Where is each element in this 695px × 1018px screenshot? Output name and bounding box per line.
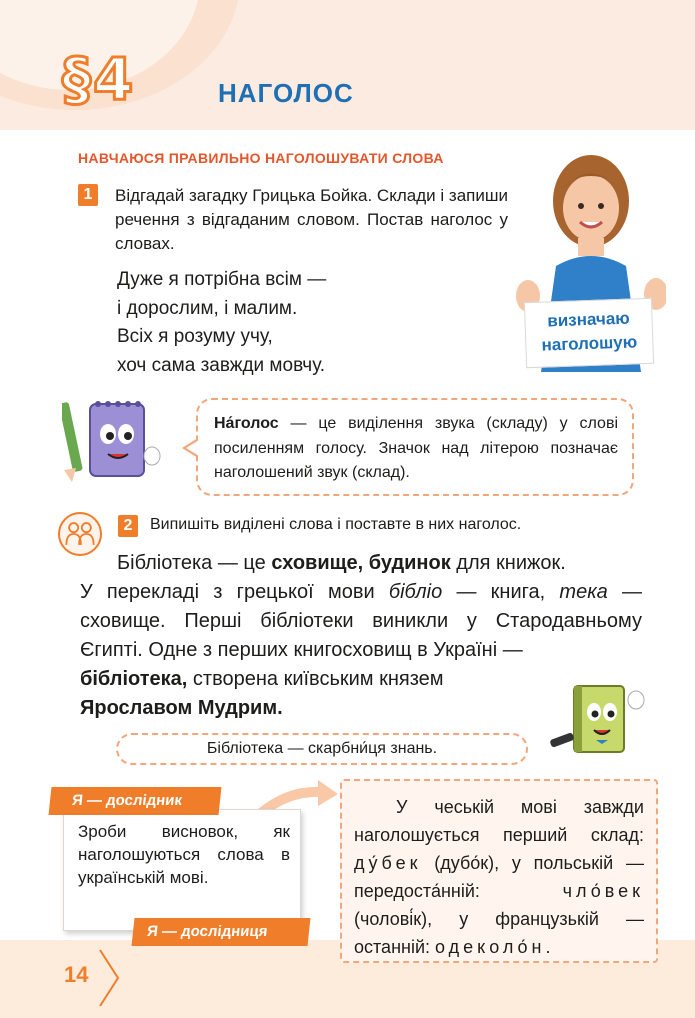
definition-box <box>196 398 634 496</box>
example-word: одеколо́н <box>435 937 546 957</box>
researcher-tag-male: Я — дослідник <box>49 787 222 815</box>
sign-line-2: наголошую <box>541 332 638 355</box>
task-1 <box>78 184 508 256</box>
speech-pointer-inner <box>186 440 199 456</box>
poem-line: Всіх я розуму учу, <box>117 326 273 347</box>
poem-line: хоч сама завжди мовчу. <box>117 354 326 376</box>
example-word: чло́век <box>562 881 644 901</box>
story-paragraph: У перекладі з грецької мови бібліо — книга, тека — сховище. Перші бібліотеки виникли у Стародавньому Єгипті. Одне з перших книгосховищ в Україні — <box>80 581 643 661</box>
poem-line: і дорослим, і малим. <box>117 297 298 319</box>
task-number-badge: 2 <box>118 515 138 537</box>
task-2-instruction: Випишіть виділені слова і поставте в них наголос. <box>150 516 522 533</box>
example-word: ду́бек <box>354 853 422 873</box>
language-fact-box: У чеській мові завжди наголошується перший склад: ду́бек (дубо́к), у польській — передоста́нній: чло́век (чолові́к), у французькій — останній: одеколо́н. <box>340 779 658 963</box>
researcher-tag-female: Я — дослідниця <box>132 918 311 946</box>
highlighted-word: бібліотека, <box>80 668 188 690</box>
notebook-character-icon <box>62 398 162 482</box>
highlighted-name: Ярославом Мудрим. <box>80 697 283 719</box>
story-line: бібліотека, створена київським князем <box>80 668 444 690</box>
paragraph-number: §4 <box>62 45 136 113</box>
task-1-instruction: Відгадай загадку Грицька Бойка. Склади і запиши речення з відгаданим словом. Постав наголос у словах. <box>115 186 508 253</box>
proverb-box: Бібліотека — скарбни́ця знань. <box>116 733 528 765</box>
page-number: 14 <box>64 962 89 987</box>
task-number-badge: 1 <box>78 184 98 206</box>
section-subtitle: НАВЧАЮСЯ ПРАВИЛЬНО НАГОЛОШУВАТИ СЛОВА <box>78 150 444 166</box>
definition-text: — це виділення звука (складу) у слові посиленням голосу. Значок над літерою позначає наголошений звук (склад). <box>214 415 618 481</box>
highlighted-words: сховище, будинок <box>271 552 451 574</box>
story-line: Бібліотека — це сховище, будинок для книжок. <box>117 552 566 574</box>
sign-line-1: визначаю <box>546 308 631 331</box>
researcher-card: Зроби висновок, як наголошуються слова в українській мові. <box>63 809 301 931</box>
poem-line: Дуже я потрібна всім — <box>117 269 327 290</box>
page-title: НАГОЛОС <box>218 78 354 108</box>
definition-term: На́голос <box>214 415 279 432</box>
book-character-icon <box>548 682 648 764</box>
page-corner-mark <box>98 948 120 1008</box>
girl-sign <box>524 298 654 368</box>
riddle-poem <box>117 266 326 380</box>
